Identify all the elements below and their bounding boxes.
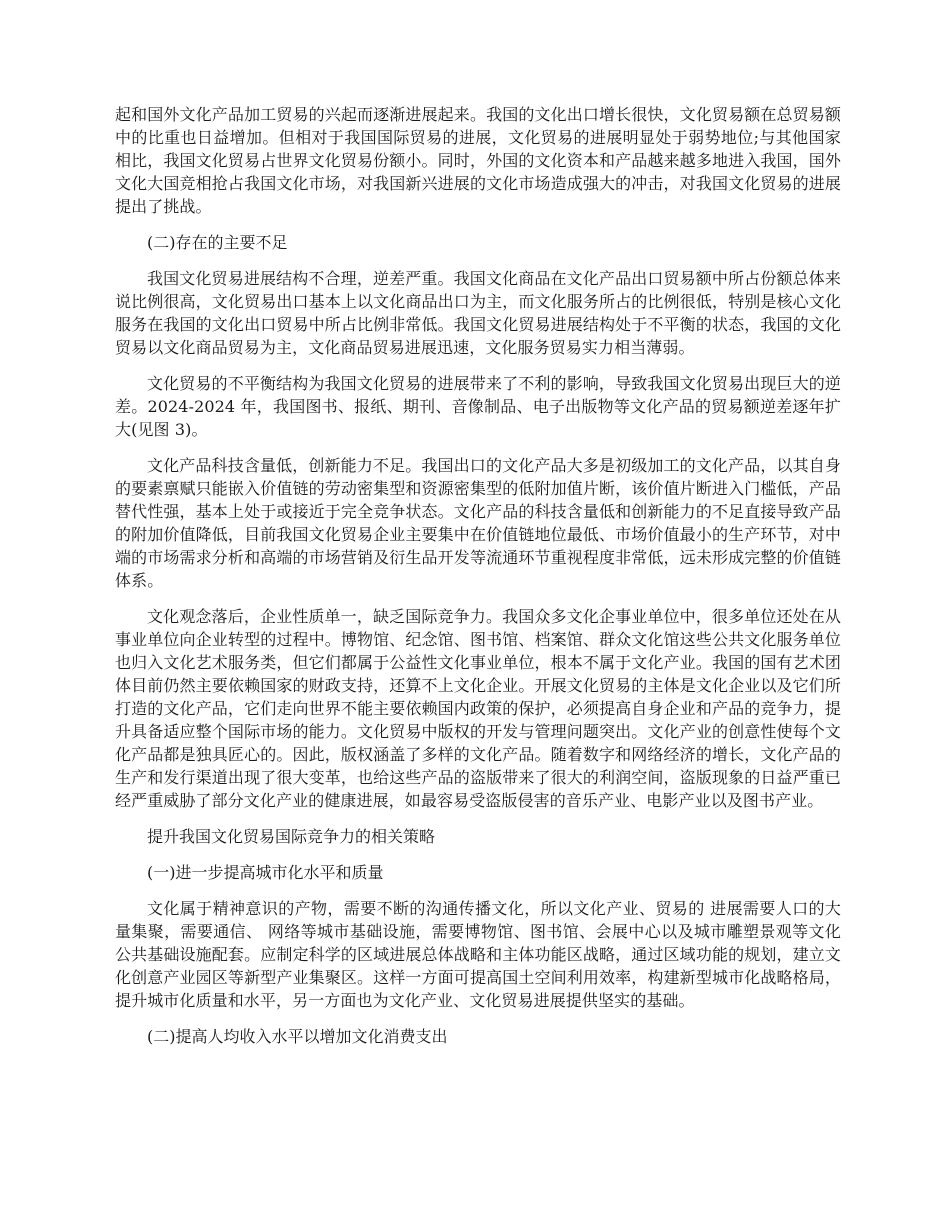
- paragraph-low-tech-content: 文化产品科技含量低，创新能力不足。我国出口的文化产品大多是初级加工的文化产品，以其自身的要素禀赋只能嵌入价值链的劳动密集型和资源密集型的低附加值片断，该价值片断进入门槛低，产品替代性强，基本上处于或接近于完全竞争状态。文化产品的科技含量低和创新能力的不足直接导致产品的附加价值降低，目前我国文化贸易企业主要集中在价值链地位最低、市场价值最小的生产环节，对中端的市场需求分析和高端的市场营销及衍生品开发等流通环节重视程度非常低，远未形成完整的价值链体系。: [115, 456, 841, 590]
- paragraph-urbanization: 文化属于精神意识的产物，需要不断的沟通传播文化，所以文化产业、贸易的 进展需要人口的大量集聚，需要通信、 网络等城市基础设施，需要博物馆、图书馆、会展中心以及城市雕塑景观等文化公共基础设施配套。应制定科学的区域进展总体战略和主体功能区战略，通过区域功能的规划，建立文化创意产业园区等新型产业集聚区。这样一方面可提高国土空间利用效率，构建新型城市化战略格局，提升城市化质量和水平，另一方面也为文化产业、文化贸易进展提供坚实的基础。: [115, 899, 841, 1010]
- heading-income-level: (二)提高人均收入水平以增加文化消费支出: [147, 1027, 448, 1046]
- paragraph-trade-overview: 起和国外文化产品加工贸易的兴起而逐渐进展起来。我国的文化出口增长很快，文化贸易额在总贸易额中的比重也日益增加。但相对于我国国际贸易的进展，文化贸易的进展明显处于弱势地位;与其他国家相比，我国文化贸易占世界文化贸易份额小。同时，外国的文化资本和产品越来越多地进入我国，国外文化大国竞相抢占我国文化市场，对我国新兴进展的文化市场造成强大的冲击，对我国文化贸易的进展提出了挑战。: [115, 105, 841, 216]
- paragraph-imbalance-impact: 文化贸易的不平衡结构为我国文化贸易的进展带来了不利的影响，导致我国文化贸易出现巨大的逆差。2024-2024 年，我国图书、报纸、期刊、音像制品、电子出版物等文化产品的贸易额逆差逐年扩大(见图 3)。: [115, 374, 841, 439]
- heading-main-shortcomings: (二)存在的主要不足: [147, 233, 288, 252]
- heading-strategies: 提升我国文化贸易国际竞争力的相关策略: [147, 827, 436, 846]
- paragraph-outdated-concepts: 文化观念落后，企业性质单一，缺乏国际竞争力。我国众多文化企事业单位中，很多单位还处在从事业单位向企业转型的过程中。博物馆、纪念馆、图书馆、档案馆、群众文化馆这些公共文化服务单位也归入文化艺术服务类，但它们都属于公益性文化事业单位，根本不属于文化产业。我国的国有艺术团体目前仍然主要依赖国家的财政支持，还算不上文化企业。开展文化贸易的主体是文化企业以及它们所打造的文化产品，它们走向世界不能主要依赖国内政策的保护，必须提高自身企业和产品的竞争力，提升具备适应整个国际市场的能力。文化贸易中版权的开发与管理问题突出。文化产业的创意性使每个文化产品都是独具匠心的。因此，版权涵盖了多样的文化产品。随着数字和网络经济的增长，文化产品的生产和发行渠道出现了很大变革，也给这些产品的盗版带来了很大的利润空间，盗版现象的日益严重已经严重威胁了部分文化产业的健康进展，如最容易受盗版侵害的音乐产业、电影产业以及图书产业。: [115, 607, 841, 810]
- document-page: [115, 103, 841, 1048]
- paragraph-structure-deficit: 我国文化贸易进展结构不合理，逆差严重。我国文化商品在文化产品出口贸易额中所占份额总体来说比例很高，文化贸易出口基本上以文化商品出口为主，而文化服务所占的比例很低，特别是核心文化服务在我国的文化出口贸易中所占比例非常低。我国文化贸易进展结构处于不平衡的状态，我国的文化贸易以文化商品贸易为主，文化商品贸易进展迅速，文化服务贸易实力相当薄弱。: [115, 269, 841, 357]
- heading-urbanization: (一)进一步提高城市化水平和质量: [147, 863, 384, 882]
